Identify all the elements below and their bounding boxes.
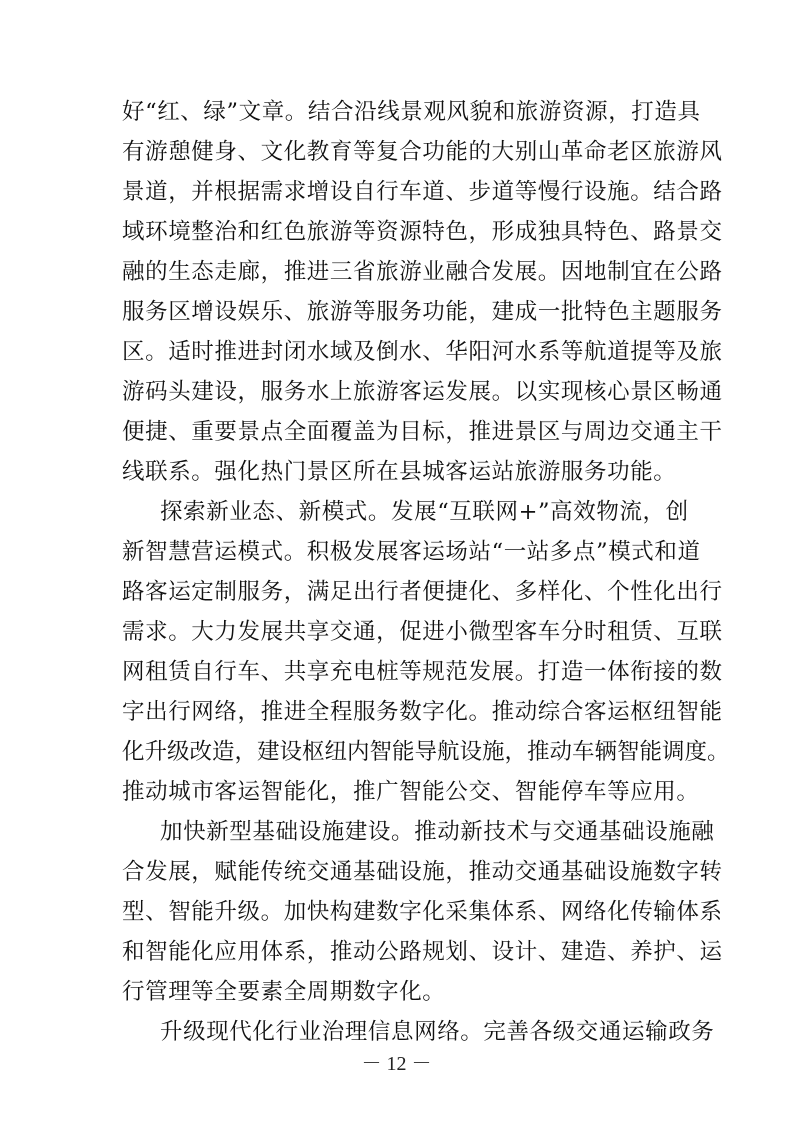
body-text-line: 需求。大力发展共享交通，促进小微型客车分时租赁、互联 xyxy=(122,619,723,645)
body-text-line: 字出行网络，推进全程服务数字化。推动综合客运枢纽智能 xyxy=(122,699,723,725)
body-text-line: 有游憩健身、文化教育等复合功能的大别山革命老区旅游风 xyxy=(122,139,723,165)
body-text-line: 合发展，赋能传统交通基础设施，推动交通基础设施数字转 xyxy=(122,859,723,885)
body-text-line: 型、智能升级。加快构建数字化采集体系、网络化传输体系 xyxy=(122,899,723,925)
paragraph-heading-line: 探索新业态、新模式。发展“互联网+”高效物流，创 xyxy=(160,499,689,525)
body-text-line: 新智慧营运模式。积极发展客运场站“一站多点”模式和道 xyxy=(122,539,701,565)
body-text-line: 游码头建设，服务水上旅游客运发展。以实现核心景区畅通 xyxy=(122,379,723,405)
body-text-line: 推动城市客运智能化，推广智能公交、智能停车等应用。 xyxy=(122,779,700,805)
page-number: － 12 － xyxy=(361,1053,432,1075)
body-text-line: 网租赁自行车、共享充电桩等规范发展。打造一体衔接的数 xyxy=(122,659,723,685)
body-text-line: 融的生态走廊，推进三省旅游业融合发展。因地制宜在公路 xyxy=(122,259,723,285)
body-text-line: 区。适时推进封闭水域及倒水、华阳河水系等航道提等及旅 xyxy=(122,339,723,365)
body-text-line: 路客运定制服务，满足出行者便捷化、多样化、个性化出行 xyxy=(122,579,723,605)
body-text-line: 服务区增设娱乐、旅游等服务功能，建成一批特色主题服务 xyxy=(122,299,723,325)
body-text-line: 化升级改造，建设枢纽内智能导航设施，推动车辆智能调度。 xyxy=(122,739,730,765)
paragraph-heading-line: 升级现代化行业治理信息网络。完善各级交通运输政务 xyxy=(160,1019,715,1045)
body-text-line: 和智能化应用体系，推动公路规划、设计、建造、养护、运 xyxy=(122,939,723,965)
body-text-line: 域环境整治和红色旅游等资源特色，形成独具特色、路景交 xyxy=(122,219,723,245)
body-text-line: 好“红、绿”文章。结合沿线景观风貌和旅游资源，打造具 xyxy=(122,99,701,125)
body-text-line: 景道，并根据需求增设自行车道、步道等慢行设施。结合路 xyxy=(122,179,723,205)
body-text-line: 行管理等全要素全周期数字化。 xyxy=(122,979,446,1005)
paragraph-heading-line: 加快新型基础设施建设。推动新技术与交通基础设施融 xyxy=(160,819,715,845)
body-text-line: 便捷、重要景点全面覆盖为目标，推进景区与周边交通主干 xyxy=(122,419,723,445)
body-text-line: 线联系。强化热门景区所在县城客运站旅游服务功能。 xyxy=(122,459,677,485)
